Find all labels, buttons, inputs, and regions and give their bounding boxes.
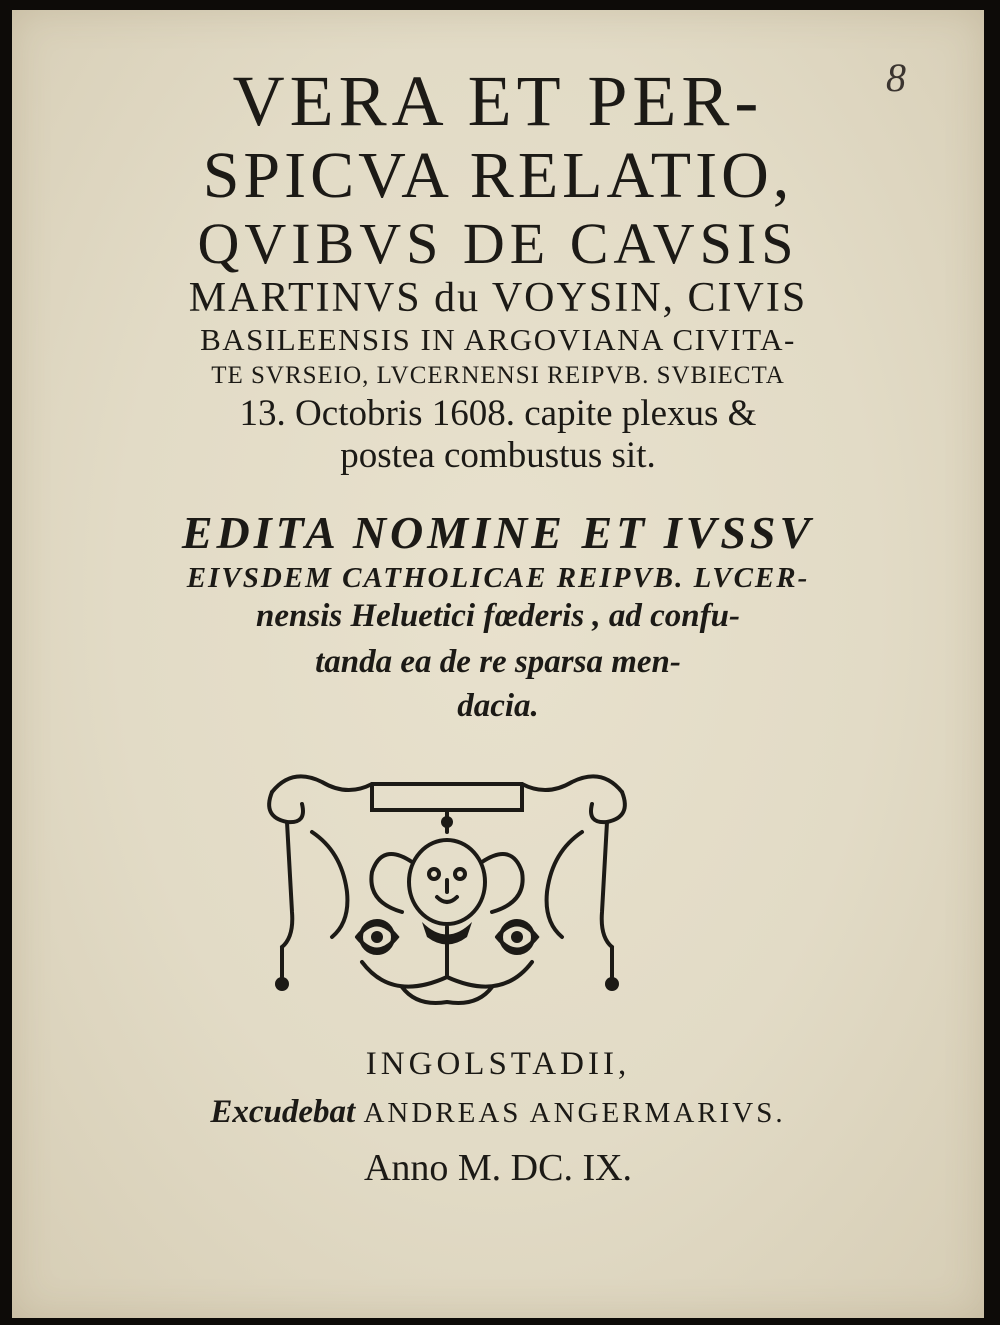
imprint-year: Anno M. DC. IX.: [363, 1147, 633, 1189]
imprint-printer-first: ANDREAS: [363, 1097, 522, 1129]
edita-line-1: EDITA NOMINE ET IVSSV: [181, 507, 815, 558]
title-line-5: BASILEENSIS IN ARGOVIANA CIVITA-: [200, 322, 796, 357]
title-line-7: 13. Octobris 1608. capite plexus &: [239, 393, 757, 434]
imprint-printer-line: [12, 1094, 984, 1131]
title-line-2: SPICVA RELATIO,: [202, 139, 794, 212]
title-page: [12, 10, 984, 1318]
imprint-place: INGOLSTADII,: [365, 1046, 631, 1082]
title-line-3: QVIBVS DE CAVSIS: [197, 211, 799, 276]
title-line-1: VERA ET PER-: [232, 61, 764, 141]
title-line-6: TE SVRSEIO, LVCERNENSI REIPVB. SVBIECTA: [211, 362, 785, 389]
edita-line-4: tanda ea de re sparsa men-: [315, 644, 681, 680]
printers-ornament-icon: [252, 762, 642, 1012]
edita-line-3: nensis Heluetici fœderis , ad confu-: [256, 598, 740, 634]
title-line-4: MARTINVS du VOYSIN, CIVIS: [188, 275, 808, 321]
edita-line-5: dacia.: [457, 688, 539, 724]
title-line-8: postea combustus sit.: [340, 435, 656, 476]
edita-line-2: EIVSDEM CATHOLICAE REIPVB. LVCER-: [186, 562, 810, 594]
imprint-printer-last: ANGERMARIVS.: [529, 1097, 786, 1129]
folio-number: 8: [886, 55, 906, 100]
imprint-excudebat: Excudebat: [210, 1094, 356, 1130]
